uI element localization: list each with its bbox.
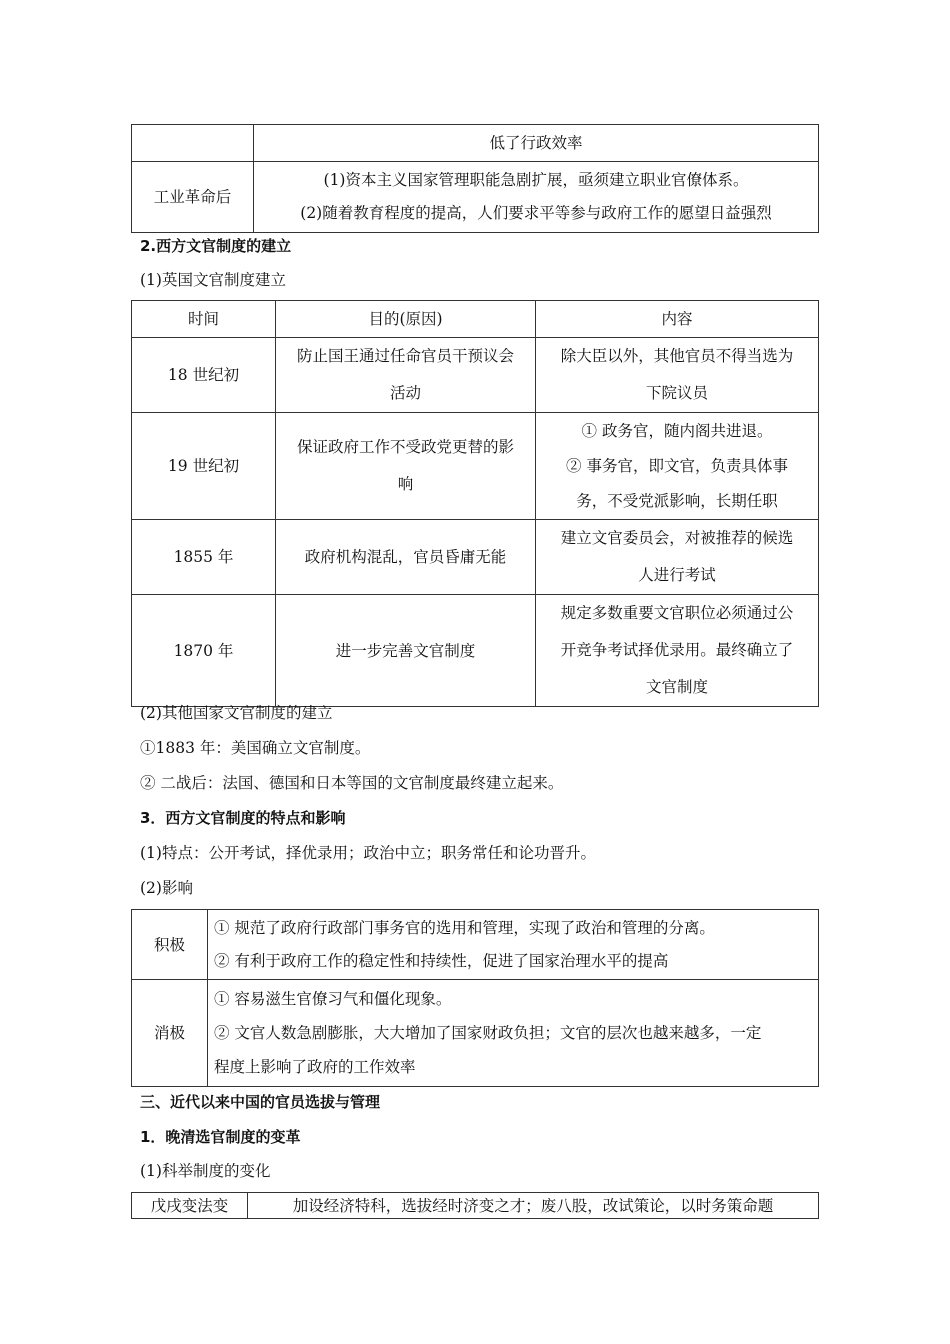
subsection-title: (2)影响: [140, 879, 193, 897]
purpose-cell: [276, 338, 536, 413]
positive-cell: [208, 910, 819, 980]
column-header: 目的(原因): [276, 301, 536, 338]
content-line: 规定多数重要文官职位必须通过公: [560, 604, 794, 622]
negative-label: 消极: [132, 980, 208, 1087]
table-row: [132, 162, 819, 233]
table-imperial-exam-change: [131, 1192, 819, 1219]
content-line: 除大臣以外，其他官员不得当选为: [560, 347, 794, 365]
positive-label: 积极: [132, 910, 208, 980]
row-content: 加设经济特科，选拔经时济变之才；废八股，改试策论，以时务策命题: [248, 1193, 819, 1219]
table-row: [132, 595, 819, 707]
negative-cell: [208, 980, 819, 1087]
content-line: ② 事务官，即文官，负责具体事: [566, 456, 788, 475]
impact-line: ① 容易滋生官僚习气和僵化现象。: [214, 990, 452, 1008]
part-title: 三、近代以来中国的官员选拔与管理: [140, 1093, 381, 1111]
column-header: 时间: [132, 301, 276, 338]
table-row: [132, 910, 819, 980]
table-row: [132, 338, 819, 413]
content-cell: [536, 338, 819, 413]
content-line: (2)随着教育程度的提高，人们要求平等参与政府工作的愿望日益强烈: [300, 204, 772, 222]
time-cell: 1855 年: [132, 520, 276, 595]
row-content: 低了行政效率: [254, 125, 819, 162]
table-row: [132, 980, 819, 1087]
table-row: [132, 125, 819, 162]
time-cell: 19 世纪初: [132, 413, 276, 520]
table-british-civil-service: [131, 300, 819, 707]
content-cell: [536, 595, 819, 707]
list-item: ①1883 年：美国确立文官制度。: [140, 739, 371, 757]
content-line: 开竞争考试择优录用。最终确立了: [560, 641, 794, 659]
purpose-line: 活动: [389, 384, 421, 402]
row-label: 戊戌变法变: [132, 1193, 248, 1219]
purpose-cell: [276, 413, 536, 520]
impact-line: ② 文官人数急剧膨胀，大大增加了国家财政负担；文官的层次也越来越多，一定: [214, 1024, 762, 1042]
subsection-title: (1)科举制度的变化: [140, 1162, 271, 1180]
section-title: 1．晚清选官制度的变革: [140, 1128, 301, 1146]
purpose-cell: 政府机构混乱，官员昏庸无能: [276, 520, 536, 595]
content-line: 人进行考试: [638, 566, 716, 584]
table-impact: [131, 909, 819, 1087]
subsection-title: (1)英国文官制度建立: [140, 271, 286, 289]
row-label: [132, 125, 254, 162]
subsection-title: (2)其他国家文官制度的建立: [140, 704, 333, 722]
purpose-cell: 进一步完善文官制度: [276, 595, 536, 707]
table-pre-industrial: [131, 124, 819, 233]
content-cell: [536, 413, 819, 520]
list-item: ② 二战后：法国、德国和日本等国的文官制度最终建立起来。: [140, 774, 564, 792]
table-row: [132, 520, 819, 595]
row-content: [254, 162, 819, 233]
content-line: 下院议员: [645, 384, 708, 402]
impact-line: 程度上影响了政府的工作效率: [214, 1058, 416, 1076]
impact-line: ① 规范了政府行政部门事务官的选用和管理，实现了政治和管理的分离。: [214, 918, 715, 937]
time-cell: 18 世纪初: [132, 338, 276, 413]
table-header-row: [132, 301, 819, 338]
row-label: 工业革命后: [132, 162, 254, 233]
features-text: (1)特点：公开考试，择优录用；政治中立；职务常任和论功晋升。: [140, 844, 596, 862]
section-title: 2.西方文官制度的建立: [140, 237, 292, 255]
section-title: 3．西方文官制度的特点和影响: [140, 809, 346, 827]
content-line: 务，不受党派影响，长期任职: [576, 491, 778, 510]
purpose-line: 保证政府工作不受政党更替的影: [296, 438, 514, 456]
impact-line: ② 有利于政府工作的稳定性和持续性，促进了国家治理水平的提高: [214, 951, 669, 970]
purpose-line: 响: [397, 475, 414, 493]
column-header: 内容: [536, 301, 819, 338]
table-row: [132, 413, 819, 520]
content-cell: [536, 520, 819, 595]
purpose-line: 防止国王通过任命官员干预议会: [296, 347, 514, 365]
time-cell: 1870 年: [132, 595, 276, 707]
content-line: 文官制度: [645, 678, 708, 696]
content-line: 建立文官委员会，对被推荐的候选: [560, 529, 794, 547]
content-line: ① 政务官，随内阁共进退。: [581, 421, 773, 440]
content-line: (1)资本主义国家管理职能急剧扩展，亟须建立职业官僚体系。: [323, 171, 749, 189]
table-row: [132, 1193, 819, 1219]
